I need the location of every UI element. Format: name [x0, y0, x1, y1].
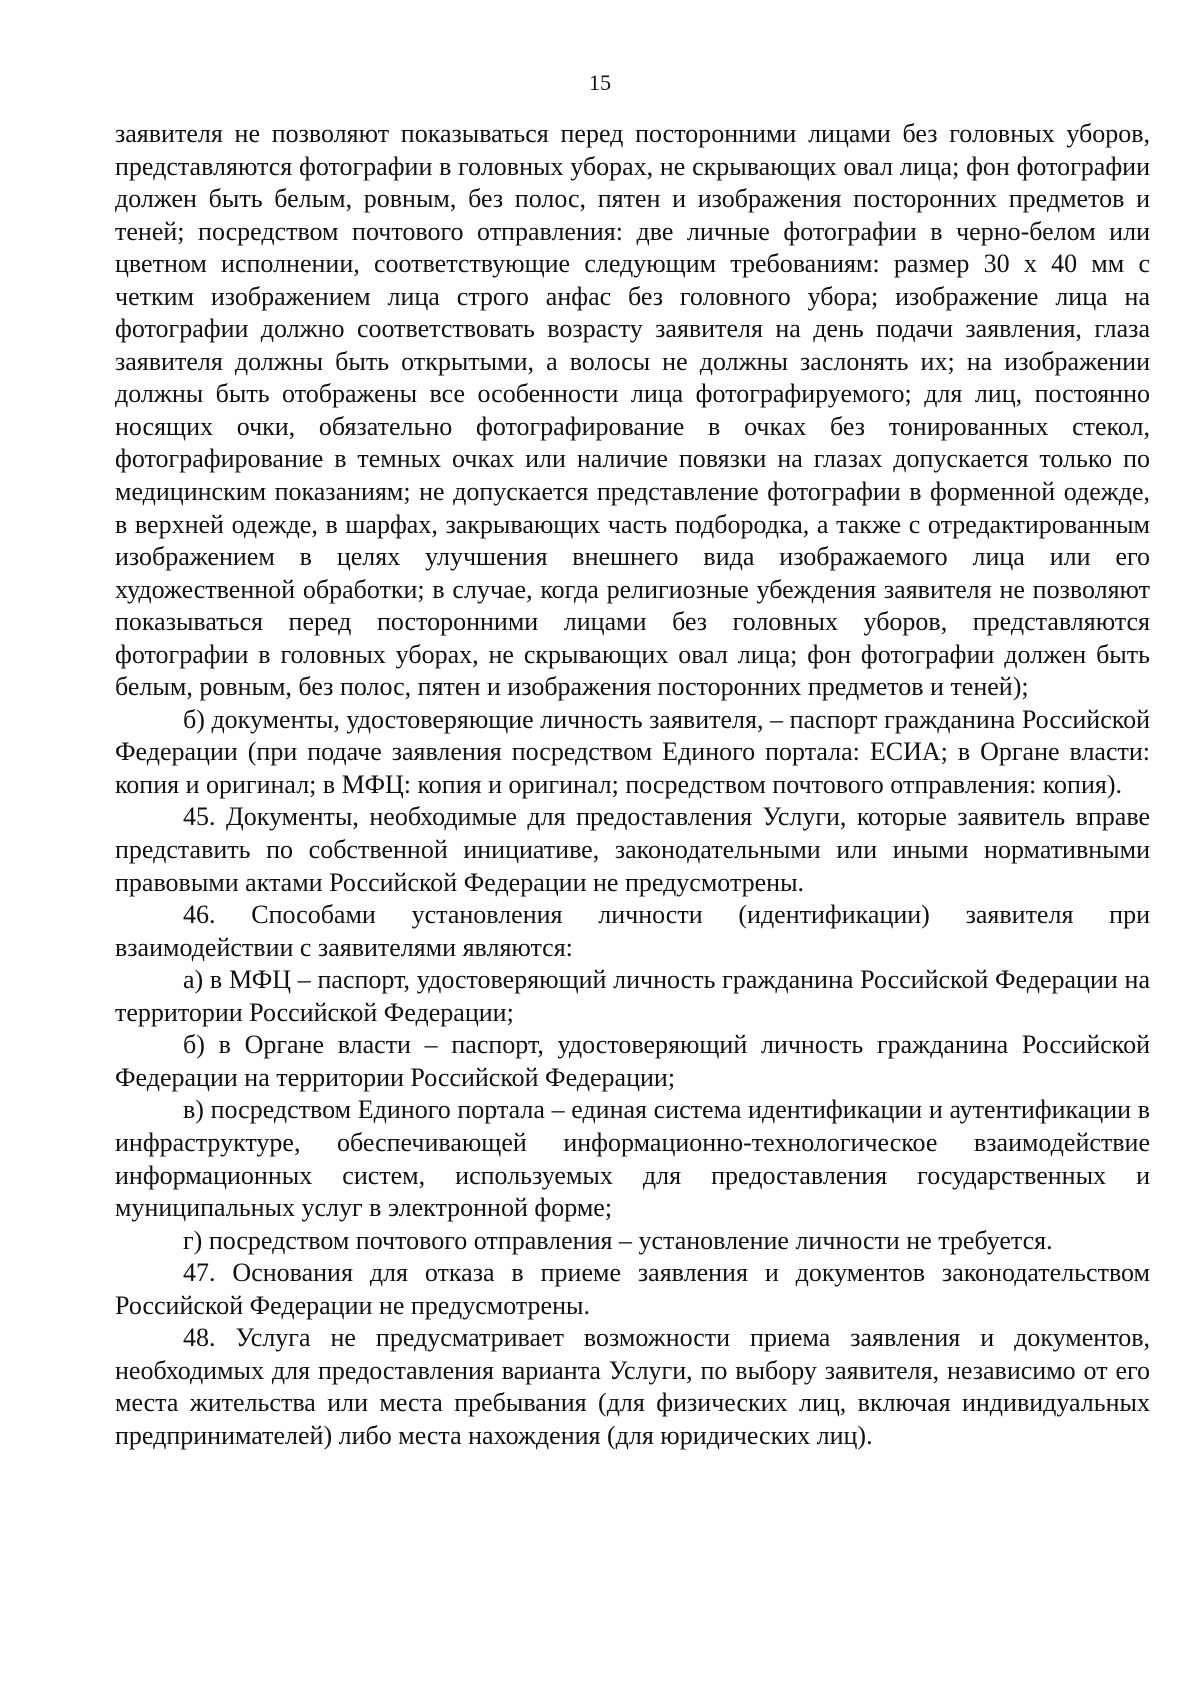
paragraph-48: 48. Услуга не предусматривает возможности приема заявления и документов, необходимых для предоставления варианта Услуги, по выбору заявителя, независимо от его места жительства или места пребывания (для физических лиц, включая индивидуальных предпринимателей) либо места нахождения (для юридических лиц). [115, 1323, 1150, 1450]
paragraph-45: 45. Документы, необходимые для предоставления Услуги, которые заявитель вправе представить по собственной инициативе, законодательными или иными нормативными правовыми актами Российской Федерации не предусмотрены. [115, 802, 1150, 897]
document-body [115, 118, 1150, 1452]
paragraph-identity-documents: б) документы, удостоверяющие личность заявителя, – паспорт гражданина Российской Федерации (при подаче заявления посредством Единого портала: ЕСИА; в Органе власти: копия и оригинал; в МФЦ: копия и оригинал; посредством почтового отправления: копия). [115, 704, 1150, 799]
paragraph-46-v: в) посредством Единого портала – единая система идентификации и аутентификации в инфраструктуре, обеспечивающей информационно-технологическое взаимодействие информационных систем, используемых для предоставления государственных и муниципальных услуг в электронной форме; [115, 1095, 1150, 1223]
page-number: 15 [589, 70, 611, 95]
paragraph-46: 46. Способами установления личности (идентификации) заявителя при взаимодействии с заявителями являются: [115, 900, 1150, 962]
paragraph-47: 47. Основания для отказа в приеме заявления и документов законодательством Российской Федерации не предусмотрены. [115, 1258, 1150, 1320]
paragraph-46-g: г) посредством почтового отправления – установление личности не требуется. [183, 1225, 1053, 1255]
paragraph-46-a: а) в МФЦ – паспорт, удостоверяющий личность гражданина Российской Федерации на территории Российской Федерации; [115, 965, 1150, 1027]
paragraph-photo-requirements-continuation: заявителя не позволяют показываться перед посторонними лицами без головных уборов, представляются фотографии в головных уборах, не скрывающих овал лица; фон фотографии должен быть белым, ровным, без полос, пятен и изображения посторонних предметов и теней; посредством почтового отправления: две личные фотографии в черно-белом или цветном исполнении, соответствующие следующим требованиям: размер 30 х 40 мм с четким изображением лица строго анфас без головного убора; изображение лица на фотографии должно соответствовать возрасту заявителя на день подачи заявления, глаза заявителя должны быть открытыми, а волосы не должны заслонять их; на изображении должны быть отображены все особенности лица фотографируемого; для лиц, постоянно носящих очки, обязательно фотографирование в очках без тонированных стекол, фотографирование в темных очках или наличие повязки на глазах допускается только по медицинским показаниям; не допускается представление фотографии в форменной одежде, в верхней одежде, в шарфах, закрывающих часть подбородка, а также с отредактированным изображением в целях улучшения внешнего вида изображаемого лица или его художественной обработки; в случае, когда религиозные убеждения заявителя не позволяют показываться перед посторонними лицами без головных уборов, представляются фотографии в головных уборах, не скрывающих овал лица; фон фотографии должен быть белым, ровным, без полос, пятен и изображения посторонних предметов и теней); [115, 119, 1150, 702]
paragraph-46-b: б) в Органе власти – паспорт, удостоверяющий личность гражданина Российской Федерации на территории Российской Федерации; [115, 1030, 1150, 1092]
